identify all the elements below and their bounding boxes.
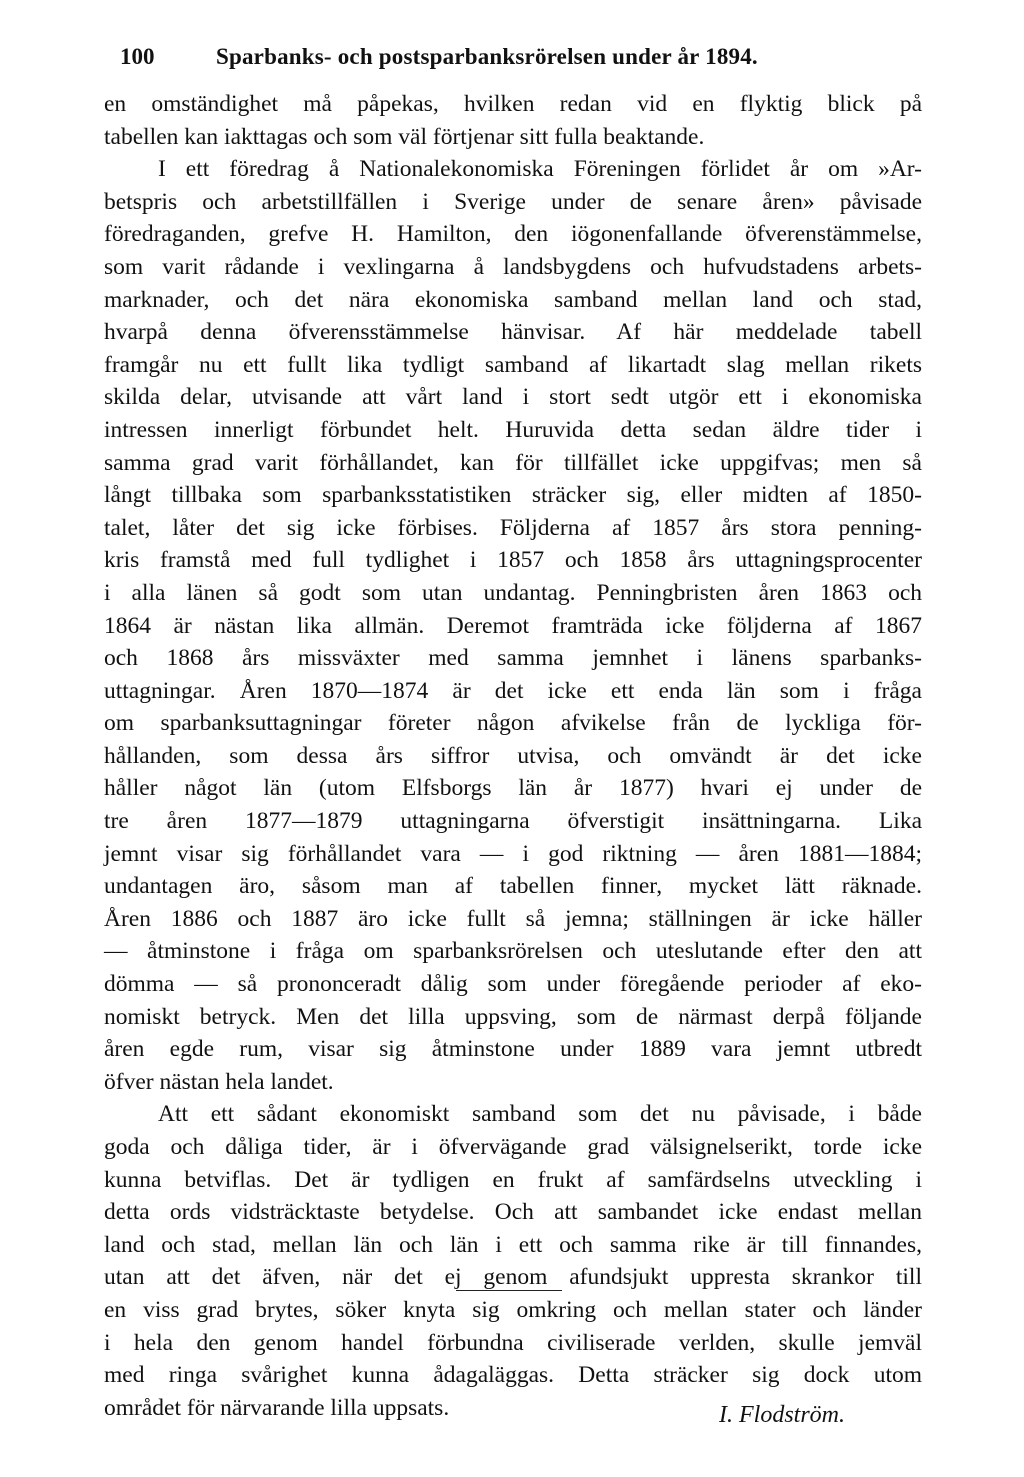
text-line: — åtminstone i fråga om sparbanksrörelsen och uteslutande efter den att — [104, 938, 922, 965]
paragraph-1 — [104, 88, 922, 153]
text-line: hvarpå denna öfverensstämmelse hänvisar. Af här meddelade tabell — [104, 319, 922, 346]
text-line: talet, låter det sig icke förbises. Följderna af 1857 års stora penning- — [104, 514, 922, 541]
text-line: kunna betviflas. Det är tydligen en frukt af samfärdselns utveckling i — [104, 1166, 922, 1193]
text-line: dömma — så prononceradt dålig som under föregående perioder af eko- — [104, 971, 922, 998]
text-line-first — [104, 153, 922, 186]
text-line: en viss grad brytes, söker knyta sig omkring och mellan stater och länder — [104, 1296, 922, 1323]
text-line: och 1868 års missväxter med samma jemnhet i länens sparbanks- — [104, 645, 922, 672]
text-line: långt tillbaka som sparbanksstatistiken sträcker sig, eller midten af 1850- — [104, 482, 922, 509]
paragraph-2 — [104, 153, 922, 1098]
text-line: om sparbanksuttagningar företer någon afvikelse från de lyckliga för- — [104, 710, 922, 737]
text-line: som varit rådande i vexlingarna å landsbygdens och hufvudstadens arbets- — [104, 253, 922, 280]
text-line: undantagen äro, såsom man af tabellen finner, mycket lätt räknade. — [104, 873, 922, 900]
text-line: framgår nu ett fullt lika tydligt samband af likartadt slag mellan rikets — [104, 351, 922, 378]
body-text — [104, 88, 922, 1428]
text-line: utan att det äfven, när det ej genom afundsjukt uppresta skrankor till — [104, 1264, 922, 1291]
text-line: land och stad, mellan län och län i ett och samma rike är till finnandes, — [104, 1231, 922, 1258]
text-line: området för närvarande lilla uppsats. — [104, 1394, 450, 1421]
text-line: Åren 1886 och 1887 äro icke fullt så jemna; ställningen är icke häller — [104, 905, 922, 932]
text-line: åren egde rum, visar sig åtminstone under 1889 vara jemnt utbredt — [104, 1036, 922, 1063]
text-line: håller något län (utom Elfsborgs län år 1877) hvari ej under de — [104, 775, 922, 802]
text-line: intressen innerligt förbundet helt. Huruvida detta sedan äldre tider i — [104, 416, 922, 443]
text-line-first — [104, 1098, 922, 1131]
text-line: marknader, och det nära ekonomiska samband mellan land och stad, — [104, 286, 922, 313]
text-line: med ringa svårighet kunna ådagaläggas. Detta sträcker sig dock utom — [104, 1362, 922, 1389]
author-signature: I. Flodström. — [719, 1401, 845, 1428]
text-line: goda och dåliga tider, är i öfvervägande grad välsignelserikt, torde icke — [104, 1134, 922, 1160]
paragraph-3 — [104, 1098, 922, 1428]
closing-row — [104, 1392, 922, 1428]
text-line: i alla länen så godt som utan undantag. Penningbristen åren 1863 och — [104, 579, 922, 606]
text-line: hållanden, som dessa års siffror utvisa, och omvändt är det icke — [104, 742, 922, 769]
text-line: kris framstå med full tydlighet i 1857 och 1858 års uttagningsprocenter — [104, 547, 922, 574]
text-line: tre åren 1877—1879 uttagningarna öfverstigit insättningarna. Lika — [104, 808, 922, 835]
text-line: tabellen kan iakttagas och som väl förtjenar sitt fulla beaktande. — [104, 123, 705, 150]
text-line: betspris och arbetstillfällen i Sverige under de senare åren» påvisade — [104, 188, 922, 215]
text-line: föredraganden, grefve H. Hamilton, den iögonenfallande öfverenstämmelse, — [104, 221, 922, 248]
text-line: 1864 är nästan lika allmän. Deremot framträda icke följderna af 1867 — [104, 612, 922, 639]
text-line: i hela den genom handel förbundna civiliserade verlden, skulle jemväl — [104, 1329, 922, 1356]
text-line: jemnt visar sig förhållandet vara — i god riktning — åren 1881—1884; — [104, 840, 922, 867]
page-number: 100 — [120, 44, 155, 69]
running-title: Sparbanks- och postsparbanksrörelsen under år 1894. — [216, 44, 758, 69]
text-line: nomiskt betryck. Men det lilla uppsving, som de närmast derpå följande — [104, 1003, 922, 1030]
text-line-content: I ett föredrag å Nationalekonomiska Föreningen förlidet år om »Ar- — [158, 156, 922, 183]
text-line-content: Att ett sådant ekonomiskt samband som det nu påvisade, i både — [158, 1101, 922, 1128]
text-line: detta ords vidsträcktaste betydelse. Och att sambandet icke endast mellan — [104, 1199, 922, 1226]
text-line: öfver nästan hela landet. — [104, 1068, 334, 1095]
text-line: samma grad varit förhållandet, kan för tillfället icke uppgifvas; men så — [104, 449, 922, 476]
section-divider — [456, 1290, 562, 1291]
text-line: uttagningar. Åren 1870—1874 är det icke ett enda län som i fråga — [104, 677, 922, 704]
page-header — [120, 44, 920, 78]
text-line: skilda delar, utvisande att vårt land i stort sedt utgör ett i ekonomiska — [104, 384, 922, 411]
text-line: en omständighet må påpekas, hvilken redan vid en flyktig blick på — [104, 91, 922, 117]
